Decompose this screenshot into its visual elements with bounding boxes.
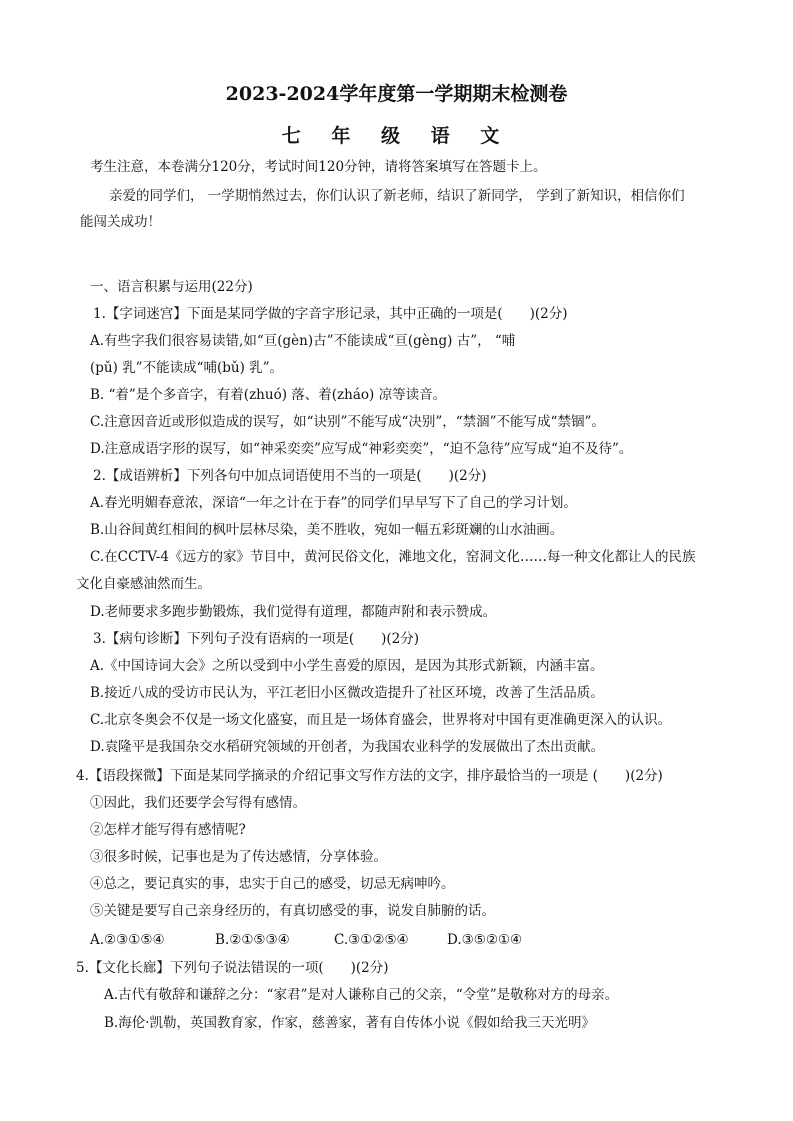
q3-stem: 3.【病句诊断】下列句子没有语病的一项是( )(2分): [93, 631, 420, 647]
q2-option-a: A.春光明媚春意浓，深谙“一年之计在于春”的同学们早早写下了自己的学习计划。: [90, 495, 577, 511]
q3-option-c: C.北京冬奥会不仅是一场文化盛宴，而且是一场体育盛会，世界将对中国有更准确更深入的认识。: [90, 712, 672, 728]
greeting-line-2: 能闯关成功！: [80, 214, 161, 230]
q2-option-b: B.山谷间黄红相间的枫叶层林尽染，美不胜收，宛如一幅五彩斑斓的山水油画。: [90, 522, 564, 538]
page-subtitle: 七 年 级 语 文: [281, 125, 512, 147]
q1-option-c: C.注意因音近或形似造成的误写，如“诀别”不能写成“决别”，“禁涸”不能写成“禁锢”。: [90, 414, 605, 430]
q4-sentence-5: ⑤关键是要写自己亲身经历的，有真切感受的事，说发自肺腑的话。: [90, 903, 495, 919]
q5-option-b: B.海伦·凯勒，英国教育家，作家，慈善家，著有自传体小说《假如给我三天光明》: [104, 1015, 596, 1031]
q4-sentence-1: ①因此，我们还要学会写得有感情。: [90, 795, 306, 811]
q4-sentence-3: ③很多时候，记事也是为了传达感情，分享体验。: [90, 849, 387, 865]
q4-stem: 4.【语段探微】下面是某同学摘录的介绍记事文写作方法的文字，排序最恰当的一项是 ( )(2分): [76, 768, 663, 784]
q2-stem: 2.【成语辨析】下列各句中加点词语使用不当的一项是( )(2分): [93, 468, 487, 484]
q1-stem: 1.【字词迷宫】下面是某同学做的字音字形记录，其中正确的一项是( )(2分): [93, 306, 568, 322]
q2-option-d: D.老师要求多跑步勤锻炼，我们觉得有道理，都随声附和表示赞成。: [90, 604, 497, 620]
section-heading: 一、语言积累与运用(22分): [90, 279, 253, 295]
notice-text: 考生注意，本卷满分120分，考试时间120分钟，请将答案填写在答题卡上。: [90, 159, 547, 175]
q5-stem: 5.【文化长廊】下列句子说法错误的一项( )(2分): [76, 960, 389, 976]
q4-option-b: B.②①⑤③④: [215, 932, 290, 948]
q4-option-a: A.②③①⑤④: [90, 932, 165, 948]
q3-option-a: A.《中国诗词大会》之所以受到中小学生喜爱的原因，是因为其形式新颖，内涵丰富。: [90, 658, 604, 674]
greeting-line-1: 亲爱的同学们， 一学期悄然过去，你们认识了新老师，结识了新同学， 学到了新知识，相信你们: [109, 188, 685, 204]
q5-option-a: A.古代有敬辞和谦辞之分：“家君”是对人谦称自己的父亲，“令堂”是敬称对方的母亲。: [104, 987, 619, 1003]
q3-option-b: B.接近八成的受访市民认为，平江老旧小区微改造提升了社区环境，改善了生活品质。: [90, 685, 604, 701]
page-title: 2023-2024学年度第一学期期末检测卷: [225, 83, 568, 105]
q1-option-a-line-1: A.有些字我们很容易读错,如“亘(gèn)古”不能读成“亘(gèng) 古”， “哺: [90, 333, 516, 349]
q3-option-d: D.袁隆平是我国杂交水稻研究领域的开创者，为我国农业科学的发展做出了杰出贡献。: [90, 739, 605, 755]
q1-option-a-line-2: (pǔ) 乳”不能读成“哺(bǔ) 乳”。: [90, 360, 284, 376]
q2-option-c-line-2: 文化自豪感油然而生。: [76, 576, 211, 592]
q1-option-b: B. “着”是个多音字，有着(zhuó) 落、着(zháo) 凉等读音。: [90, 387, 447, 403]
q4-option-d: D.③⑤②①④: [447, 932, 523, 948]
q4-sentence-2: ②怎样才能写得有感情呢?: [90, 822, 246, 838]
q4-sentence-4: ④总之，要记真实的事，忠实于自己的感受，切忌无病呻吟。: [90, 876, 455, 892]
q2-option-c-line-1: C.在CCTV-4《远方的家》节目中，黄河民俗文化，滩地文化，窑洞文化……每一种文化都让人的民族: [90, 549, 696, 565]
q1-option-d: D.注意成语字形的误写，如“神采奕奕”应写成“神彩奕奕”，“迫不急待”应写成“迫不及待”。: [90, 441, 633, 457]
q4-option-c: C.③①②⑤④: [334, 932, 409, 948]
